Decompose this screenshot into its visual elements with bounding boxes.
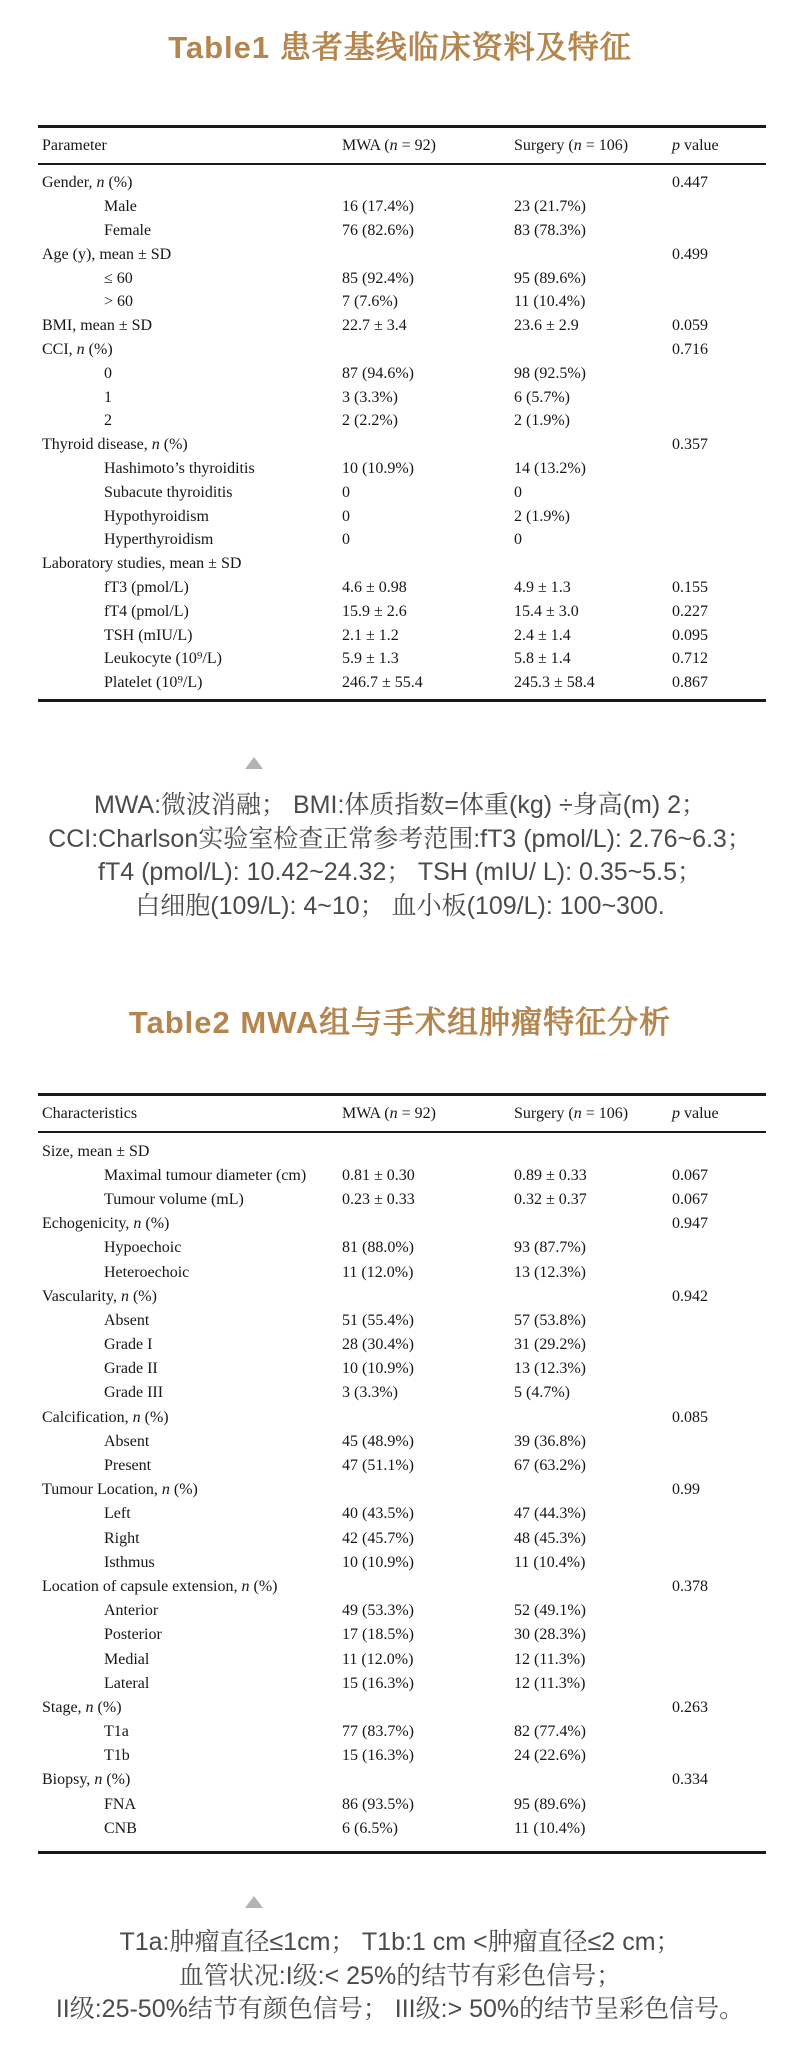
row-label: 0 (104, 364, 112, 382)
mwa-value: 6 (6.5%) (342, 1819, 398, 1837)
row-label: Tumour Location, n (%) (42, 1481, 198, 1499)
table1-title: Table1 患者基线临床资料及特征 (168, 30, 632, 65)
column-header: p value (672, 136, 719, 154)
mwa-value: 0.23 ± 0.33 (342, 1190, 415, 1208)
row-label: Hypoechoic (104, 1239, 182, 1257)
mwa-value: 2 (2.2%) (342, 412, 398, 430)
table-row (38, 1212, 766, 1236)
table-row (38, 1430, 766, 1454)
row-label: Maximal tumour diameter (cm) (104, 1166, 307, 1184)
footnote-line: CCI:Charlson实验室检查正常参考范围:fT3 (pmol/L): 2.76~6.3； (48, 824, 752, 853)
table-row (38, 1527, 766, 1551)
row-label: TSH (mIU/L) (104, 626, 193, 644)
surgery-value: 2.4 ± 1.4 (514, 626, 571, 644)
row-label: Heteroechoic (104, 1263, 190, 1281)
row-label: 2 (104, 412, 112, 430)
mwa-value: 5.9 ± 1.3 (342, 650, 399, 668)
table-row (38, 1333, 766, 1357)
table-row (38, 1260, 766, 1284)
mwa-value: 0 (342, 531, 350, 549)
mwa-value: 15 (16.3%) (342, 1747, 414, 1765)
table2 (38, 1093, 766, 1854)
table-row (38, 600, 766, 624)
column-header: MWA (n = 92) (342, 1104, 436, 1122)
table-row (38, 624, 766, 648)
mwa-value: 42 (45.7%) (342, 1529, 414, 1547)
row-label: Left (104, 1505, 131, 1523)
row-label: Echogenicity, n (%) (42, 1215, 170, 1233)
table-row (38, 338, 766, 362)
surgery-value: 2 (1.9%) (514, 412, 570, 430)
surgery-value: 24 (22.6%) (514, 1747, 586, 1765)
column-header: Parameter (42, 136, 107, 154)
table-row (38, 1236, 766, 1260)
row-label: Grade II (104, 1360, 158, 1378)
table-row (38, 1502, 766, 1526)
row-label: Grade III (104, 1384, 164, 1402)
table-row (38, 671, 766, 695)
table-row (38, 314, 766, 338)
mwa-value: 51 (55.4%) (342, 1311, 414, 1329)
mwa-value: 10 (10.9%) (342, 1553, 414, 1571)
table-row (38, 1623, 766, 1647)
surgery-value: 0 (514, 483, 522, 501)
table2-title: Table2 MWA组与手术组肿瘤特征分析 (128, 1005, 672, 1040)
row-label: Grade I (104, 1336, 153, 1354)
table-row (38, 1647, 766, 1671)
p-value: 0.99 (672, 1481, 700, 1499)
surgery-value: 14 (13.2%) (514, 459, 586, 477)
surgery-value: 12 (11.3%) (514, 1650, 586, 1668)
p-value: 0.067 (672, 1190, 708, 1208)
mwa-value: 47 (51.1%) (342, 1457, 414, 1475)
mwa-value: 76 (82.6%) (342, 221, 414, 239)
table-row (38, 1744, 766, 1768)
mwa-value: 77 (83.7%) (342, 1723, 414, 1741)
surgery-value: 11 (10.4%) (514, 1819, 586, 1837)
surgery-value: 67 (63.2%) (514, 1457, 586, 1475)
column-header: MWA (n = 92) (342, 136, 436, 154)
p-value: 0.227 (672, 602, 708, 620)
collapse-triangle-icon[interactable] (245, 757, 263, 769)
p-value: 0.059 (672, 317, 708, 335)
mwa-value: 85 (92.4%) (342, 269, 414, 287)
surgery-value: 95 (89.6%) (514, 1795, 586, 1813)
mwa-value: 16 (17.4%) (342, 198, 414, 216)
row-label: CCI, n (%) (42, 340, 113, 358)
surgery-value: 57 (53.8%) (514, 1311, 586, 1329)
row-label: Biopsy, n (%) (42, 1771, 131, 1789)
surgery-value: 11 (10.4%) (514, 293, 586, 311)
surgery-value: 0.32 ± 0.37 (514, 1190, 587, 1208)
row-label: Female (104, 221, 152, 239)
row-label: Absent (104, 1311, 150, 1329)
p-value: 0.942 (672, 1287, 708, 1305)
p-value: 0.716 (672, 340, 708, 358)
p-value: 0.378 (672, 1577, 708, 1595)
p-value: 0.095 (672, 626, 708, 644)
p-value: 0.447 (672, 174, 708, 192)
table1-footnote (0, 789, 800, 923)
table-row (38, 243, 766, 267)
row-label: Size, mean ± SD (42, 1142, 150, 1160)
mwa-value: 7 (7.6%) (342, 293, 398, 311)
table-row (38, 433, 766, 457)
table-row (38, 1599, 766, 1623)
table1-body (38, 165, 766, 700)
column-header: Surgery (n = 106) (514, 136, 629, 154)
footnote-line: MWA:微波消融； BMI:体质指数=体重(kg) ÷身高(m) 2； (93, 791, 707, 819)
row-label: Anterior (104, 1602, 159, 1620)
surgery-value: 82 (77.4%) (514, 1723, 586, 1741)
table-row (38, 1357, 766, 1381)
mwa-value: 15 (16.3%) (342, 1674, 414, 1692)
table-row (38, 1140, 766, 1164)
table-row (38, 481, 766, 505)
row-label: Isthmus (104, 1553, 155, 1571)
table-row (38, 1309, 766, 1333)
surgery-value: 5.8 ± 1.4 (514, 650, 571, 668)
surgery-value: 6 (5.7%) (514, 388, 570, 406)
table-row (38, 362, 766, 386)
row-label: Present (104, 1457, 152, 1475)
surgery-value: 0 (514, 531, 522, 549)
row-label: Hyperthyroidism (104, 531, 214, 549)
table-row (38, 1817, 766, 1841)
table-row (38, 552, 766, 576)
mwa-value: 2.1 ± 1.2 (342, 626, 399, 644)
table-row (38, 267, 766, 291)
row-label: Laboratory studies, mean ± SD (42, 555, 242, 573)
table-row (38, 1381, 766, 1405)
row-label: Leukocyte (10⁹/L) (104, 650, 222, 668)
surgery-value: 95 (89.6%) (514, 269, 586, 287)
p-value: 0.334 (672, 1771, 708, 1789)
surgery-value: 30 (28.3%) (514, 1626, 586, 1644)
mwa-value: 28 (30.4%) (342, 1336, 414, 1354)
table-row (38, 647, 766, 671)
table-row (38, 1454, 766, 1478)
p-value: 0.867 (672, 674, 708, 692)
mwa-value: 3 (3.3%) (342, 1384, 398, 1402)
table-row (38, 1696, 766, 1720)
mwa-value: 15.9 ± 2.6 (342, 602, 407, 620)
table-row (38, 290, 766, 314)
table-bottom-rule (38, 1851, 766, 1854)
row-label: Hypothyroidism (104, 507, 209, 525)
surgery-value: 48 (45.3%) (514, 1529, 586, 1547)
table-row (38, 409, 766, 433)
table2-header-row (38, 1096, 766, 1131)
mwa-value: 246.7 ± 55.4 (342, 674, 423, 692)
mwa-value: 0 (342, 507, 350, 525)
surgery-value: 11 (10.4%) (514, 1553, 586, 1571)
surgery-value: 2 (1.9%) (514, 507, 570, 525)
surgery-value: 98 (92.5%) (514, 364, 586, 382)
surgery-value: 23 (21.7%) (514, 198, 586, 216)
table2-footnote (0, 1926, 800, 2027)
row-label: ≤ 60 (104, 269, 133, 287)
mwa-value: 0.81 ± 0.30 (342, 1166, 415, 1184)
surgery-value: 83 (78.3%) (514, 221, 586, 239)
table-row (38, 1672, 766, 1696)
mwa-value: 40 (43.5%) (342, 1505, 414, 1523)
mwa-value: 17 (18.5%) (342, 1626, 414, 1644)
table-row (38, 1793, 766, 1817)
mwa-value: 22.7 ± 3.4 (342, 317, 407, 335)
mwa-value: 11 (12.0%) (342, 1263, 414, 1281)
column-header: Characteristics (42, 1104, 138, 1122)
table-row (38, 172, 766, 196)
row-label: Tumour volume (mL) (104, 1190, 244, 1208)
table-row (38, 1478, 766, 1502)
p-value: 0.085 (672, 1408, 708, 1426)
row-label: Gender, n (%) (42, 174, 133, 192)
mwa-value: 10 (10.9%) (342, 1360, 414, 1378)
mwa-value: 49 (53.3%) (342, 1602, 414, 1620)
collapse-triangle-icon[interactable] (245, 1896, 263, 1908)
row-label: Lateral (104, 1674, 150, 1692)
row-label: Calcification, n (%) (42, 1408, 169, 1426)
p-value: 0.499 (672, 245, 708, 263)
row-label: > 60 (104, 293, 134, 311)
mwa-value: 87 (94.6%) (342, 364, 414, 382)
surgery-value: 39 (36.8%) (514, 1432, 586, 1450)
footnote-line: II级:25-50%结节有颜色信号； III级:> 50%的结节呈彩色信号。 (55, 1995, 745, 2023)
footnote-line: 白细胞(109/L): 4~10； 血小板(109/L): 100~300. (135, 891, 665, 920)
footnote-line: T1a:肿瘤直径≤1cm； T1b:1 cm <肿瘤直径≤2 cm； (119, 1928, 681, 1956)
surgery-value: 93 (87.7%) (514, 1239, 586, 1257)
p-value: 0.263 (672, 1698, 708, 1716)
table-row (38, 1164, 766, 1188)
row-label: T1a (104, 1723, 129, 1741)
row-label: Medial (104, 1650, 150, 1668)
surgery-value: 245.3 ± 58.4 (514, 674, 595, 692)
row-label: Location of capsule extension, n (%) (42, 1577, 278, 1595)
mwa-value: 4.6 ± 0.98 (342, 578, 407, 596)
row-label: BMI, mean ± SD (42, 317, 153, 335)
surgery-value: 47 (44.3%) (514, 1505, 586, 1523)
row-label: fT3 (pmol/L) (104, 578, 189, 596)
table-row (38, 528, 766, 552)
table2-body (38, 1133, 766, 1851)
footnote-line: fT4 (pmol/L): 10.42~24.32； TSH (mIU/ L): 0.35~5.5； (98, 858, 702, 886)
row-label: FNA (104, 1795, 137, 1813)
row-label: Male (104, 198, 137, 216)
row-label: Posterior (104, 1626, 162, 1644)
surgery-value: 13 (12.3%) (514, 1263, 586, 1281)
row-label: 1 (104, 388, 112, 406)
row-label: Platelet (10⁹/L) (104, 674, 203, 692)
mwa-value: 0 (342, 483, 350, 501)
table-row (38, 1768, 766, 1792)
p-value: 0.357 (672, 436, 708, 454)
table-row (38, 1406, 766, 1430)
surgery-value: 23.6 ± 2.9 (514, 317, 579, 335)
p-value: 0.712 (672, 650, 708, 668)
table-row (38, 1188, 766, 1212)
row-label: T1b (104, 1747, 130, 1765)
row-label: Subacute thyroiditis (104, 483, 233, 501)
row-label: Thyroid disease, n (%) (42, 436, 188, 454)
p-value: 0.067 (672, 1166, 708, 1184)
mwa-value: 11 (12.0%) (342, 1650, 414, 1668)
surgery-value: 12 (11.3%) (514, 1674, 586, 1692)
footnote-line: 血管状况:I级:< 25%的结节有彩色信号； (178, 1961, 622, 1990)
mwa-value: 10 (10.9%) (342, 459, 414, 477)
column-header: Surgery (n = 106) (514, 1104, 629, 1122)
table-row (38, 1575, 766, 1599)
table-row (38, 1285, 766, 1309)
table1-header-row (38, 128, 766, 163)
p-value: 0.947 (672, 1215, 708, 1233)
mwa-value: 86 (93.5%) (342, 1795, 414, 1813)
mwa-value: 3 (3.3%) (342, 388, 398, 406)
surgery-value: 4.9 ± 1.3 (514, 578, 571, 596)
row-label: CNB (104, 1819, 137, 1837)
table-row (38, 1720, 766, 1744)
p-value: 0.155 (672, 578, 708, 596)
row-label: Right (104, 1529, 140, 1547)
row-label: Stage, n (%) (42, 1698, 122, 1716)
row-label: fT4 (pmol/L) (104, 602, 189, 620)
table-row (38, 219, 766, 243)
surgery-value: 31 (29.2%) (514, 1336, 586, 1354)
column-header: p value (672, 1104, 719, 1122)
table1 (38, 125, 766, 702)
surgery-value: 5 (4.7%) (514, 1384, 570, 1402)
mwa-value: 81 (88.0%) (342, 1239, 414, 1257)
row-label: Hashimoto’s thyroiditis (104, 459, 255, 477)
table-row (38, 1551, 766, 1575)
mwa-value: 45 (48.9%) (342, 1432, 414, 1450)
table-row (38, 195, 766, 219)
table-row (38, 457, 766, 481)
surgery-value: 15.4 ± 3.0 (514, 602, 579, 620)
table-row (38, 576, 766, 600)
surgery-value: 13 (12.3%) (514, 1360, 586, 1378)
table-row (38, 386, 766, 410)
table-bottom-rule (38, 699, 766, 702)
row-label: Absent (104, 1432, 150, 1450)
surgery-value: 0.89 ± 0.33 (514, 1166, 587, 1184)
row-label: Vascularity, n (%) (42, 1287, 157, 1305)
surgery-value: 52 (49.1%) (514, 1602, 586, 1620)
table-row (38, 505, 766, 529)
row-label: Age (y), mean ± SD (42, 245, 172, 263)
